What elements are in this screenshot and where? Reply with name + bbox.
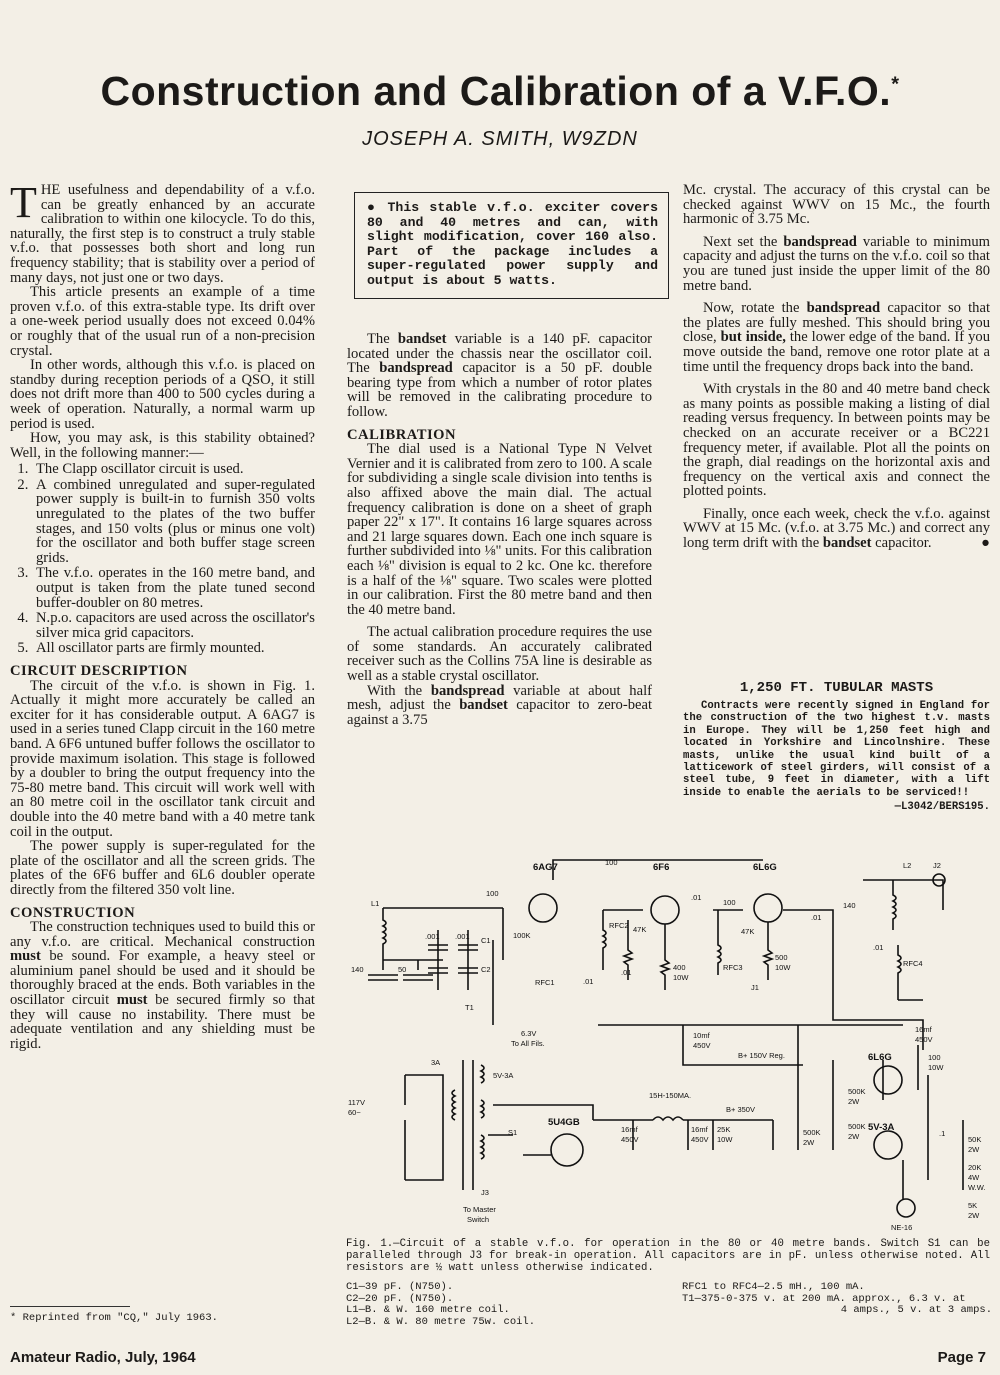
label-16mf-a-v: 450V [621,1135,639,1144]
label-16mf: 16mf [915,1025,932,1034]
label-to-master: To Master [463,1205,496,1214]
label-140-bandset: 140 [351,965,364,974]
tube-label-6l6g-b: 6L6G [868,1052,892,1063]
label-140-tank: 140 [843,901,856,910]
body-paragraph [683,507,990,551]
article-title [0,68,1000,115]
emphasis: must [10,948,41,965]
label-500k-3: 500K [848,1122,866,1131]
label-100-r-w: 10W [928,1063,944,1072]
parts-list-right [682,1282,992,1317]
emphasis: bandset [397,331,447,347]
label-100-a: 100 [486,889,499,898]
list-item: 4. N.p.o. capacitors are used across the oscillator's silver mica grid capacitors. [32,611,315,640]
parts-line: C1—39 pF. (N750). [346,1281,454,1293]
body-paragraph: With crystals in the 80 and 40 metre band check as many points as possible making a listing of dial reading versus frequency. In between points may be checked on an accurate receiver or a BC221 frequency meter, if available. Plot all the points on the graph, dial readings on the horizontal axis and frequency on the vertical axis and connect the plotted points. [683,381,990,500]
emphasis: must [116,992,148,1009]
publication-footer: Amateur Radio, July, 1964 [10,1349,196,1366]
label-500k-3-w: 2W [848,1132,860,1141]
label-500-10w: 10W [775,963,791,972]
label-rfc1: RFC1 [535,978,555,987]
emphasis: bandspread [806,300,881,317]
label-c2: C2 [481,965,491,974]
parts-line: L1—B. & W. 160 metre coil. [346,1304,510,1317]
body-paragraph: In other words, although this v.f.o. is placed on standby during reception periods of a QSO, it still does not drift more than 400 to 500 cycles during a week of operation. Naturally, a normal warm up period is used. [10,357,315,432]
text-run: variable to minimum capacity and adjust the turns on the v.f.o. coil so that you are tuned just inside the upper limit of the 80 metre band. [683,233,990,294]
label-01-a: .01 [583,977,594,986]
circuit-schematic [343,850,993,1236]
drop-cap: T [10,178,37,227]
body-paragraph: This article presents an example of a time proven v.f.o. of this extra-stable type. Its drift over a one-week period usually does not exceed 0.04% or roughly that of the usual run of a non-precision crystal. [10,284,315,359]
tube-label-6l6g-a: 6L6G [753,862,777,873]
label-to-all-fils: To All Fils. [511,1039,545,1048]
body-paragraph [347,332,652,420]
list-item: 5. All oscillator parts are firmly mounted. [32,641,315,656]
section-heading-calibration: CALIBRATION [347,426,457,443]
label-fuse-3a: 3A [431,1058,441,1067]
label-6v3: 6.3V [521,1029,537,1038]
label-50k: 50K [968,1135,982,1144]
label-20k-ww: W.W. [968,1183,986,1192]
label-5k-w: 2W [968,1211,980,1220]
body-paragraph [683,301,990,374]
label-16mf-b: 16mf [691,1125,708,1134]
text-run: the lower edge of the band. If you move outside the band, remove one rotor plate at a time until the frequency drops back into the band. [683,329,990,375]
label-50-bandspread: 50 [398,965,407,974]
footnote-rule [10,1306,130,1307]
body-paragraph: The power supply is super-regulated for the plate of the oscillator and all the screen grids. The plates of the 6F6 buffer and 6L6 doubler operate directly from the filtered 350 volt line. [10,838,315,898]
list-item: 2. A combined unregulated and super-regulated power supply is built-in to furnish 350 volts unregulated to the plates of the two buffer stages, and 150 volts (plus or minus one volt) for the oscillator and both buffer stage screen grids. [32,478,315,566]
text-run: Now, rotate the [703,300,807,317]
intro-paragraph [10,178,315,286]
page-number: Page 7 [937,1349,986,1366]
text-run: capacitor so that the plates are fully meshed. This should bring you close, [683,300,990,346]
section-heading-construction: CONSTRUCTION [10,904,136,921]
text-run: Finally, once each week, check the v.f.o. against WWV at 15 Mc. (v.f.o. at 3.75 Mc.) and correct any long term drift with the [683,505,990,552]
parts-list-left [346,1282,646,1328]
title-footnote-mark: * [891,73,900,96]
label-001-a: .001 [425,932,440,941]
label-s1: S1 [508,1128,518,1137]
column-middle [347,332,652,727]
footnote: * Reprinted from "CQ," July 1963. [10,1312,218,1324]
text-run: The [367,331,398,347]
label-c1: C1 [481,936,491,945]
label-450v-b: 450V [693,1041,711,1050]
label-25k-w: 10W [717,1135,733,1144]
section-heading-circuit: CIRCUIT DESCRIPTION [10,663,188,679]
label-t1: T1 [465,1003,474,1012]
text-run: capacitor is a 50 pF. double bearing type from which a number of rotor plates will be removed in the calibrating procedure to follow. [347,360,653,420]
text-run: Next set the [703,233,784,250]
label-100-c: 100 [723,898,736,907]
emphasis: bandspread [379,360,453,377]
list-item: 3. The v.f.o. operates in the 160 metre band, and output is taken from the plate tuned second buffer-doubler on 80 metres. [32,566,315,610]
label-20k-w: 4W [968,1173,980,1182]
label-b350: B+ 350V [726,1105,755,1114]
tube-label-6sj7: 5V-3A [868,1122,895,1133]
body-paragraph: The circuit of the v.f.o. is shown in Fig. 1. Actually it might more accurately be called an exciter for it has considerable output. A 6AG7 is used in a series tuned Clapp circuit in the 160 metre band. A 6F6 untuned buffer follows the oscillator to provide maximum isolation. This stage is followed by a doubler to bring the output frequency into the 75-80 metre band. This circuit will work well with an 80 metre coil in the oscillator tank circuit and double into the 40 metre band with a 40 metre tank coil in the output. [10,677,315,840]
body-paragraph: How, you may ask, is this stability obtained? Well, in the following manner:— [10,430,315,461]
label-47k-a: 47K [633,925,647,934]
label-10mf: 10mf [693,1031,710,1040]
summary-callout-box: ● This stable v.f.o. exciter covers 80 and 40 metres and can, with slight modification, cover 160 also. Part of the package includes a super-regulated power supply and output is about 5 watts. [354,192,669,299]
figure-caption: Fig. 1.—Circuit of a stable v.f.o. for operation in the 80 or 40 metre bands. Switch S1 can be paralleled through J3 for break-in operation. All capacitors are in pF. unless otherwise noted. All resistors are ½ watt unless otherwise indicated. [346,1238,990,1274]
label-100k: 100K [513,931,531,940]
parts-line: 4 amps., 5 v. at 3 amps. [840,1304,992,1317]
label-choke: 15H-150MA. [649,1091,692,1100]
label-100-r: 100 [928,1053,941,1062]
text-run: capacitor to zero-beat against a 3.75 [347,697,652,728]
text-run: variable is a 140 pF. capacitor located under the chassis near the oscillator coil. The [347,331,652,377]
parts-line: RFC1 to RFC4—2.5 mH., 100 mA. [682,1281,865,1293]
body-paragraph [683,235,990,293]
masts-title: 1,250 FT. TUBULAR MASTS [739,680,934,696]
body-paragraph: The dial used is a National Type N Velvet Vernier and it is calibrated from zero to 100. A scale for subdividing a single scale division into tenths is also affixed above the main dial. The actual frequency calibration is done on a sheet of graph paper 22" x 17". It contains 16 large squares across and 21 large squares down. Each one inch square is further subdivided into ⅛" units. For this calibration each ⅛" division is equal to 2 kc. One kc. therefore is a half of the ⅛" square. Two scales were plotted in our calibration. First the 80 metre band and then the 40 metre band. [347,441,652,618]
parts-line: C2—20 pF. (N750). [346,1292,454,1305]
label-500k-2: 500K [848,1087,866,1096]
parts-line: T1—375-0-375 v. at 200 mA. approx., 6.3 v. at [682,1292,966,1305]
label-500k-2-w: 2W [848,1097,860,1106]
label-l1: L1 [371,899,380,908]
label-01-c: .01 [691,893,702,902]
label-rfc2: RFC2 [609,921,629,930]
end-of-article-mark: ● [981,535,990,552]
label-500: 500 [775,953,788,962]
text-run: variable at about half mesh, adjust the [347,682,652,714]
emphasis: bandspread [783,233,857,250]
label-5k: 5K [968,1201,978,1210]
label-switch: Switch [467,1215,490,1224]
label-l2: L2 [903,861,912,870]
label-400: 400 [673,963,686,972]
label-01-d: .01 [811,913,822,922]
label-01-b: .01 [621,968,632,977]
tube-label-6ag7: 6AG7 [533,862,558,873]
label-500k-1: 500K [803,1128,821,1137]
label-117v: 117V [348,1098,365,1107]
stability-list [10,462,315,656]
column-left [10,178,315,1052]
label-400-10w: 10W [673,973,689,982]
label-ne16: NE-16 [891,1223,913,1232]
text-run: With the [367,682,431,699]
label-001-b: .001 [455,932,470,941]
masts-reference: —L3042/BERS195. [894,801,990,814]
tube-label-6f6: 6F6 [653,862,670,873]
masts-body: Contracts were recently signed in England for the construction of the two highest t.v. masts in Europe. They will be 1,250 feet high and located in Yorkshire and Lincolnshire. These masts, unlike the usual kind built of a latticework of steel girders, will consist of a steel tube, 9 feet in diameter, with a lift inside to enable the aerials to be serviced!! [683,700,990,799]
label-j1: J1 [751,983,759,992]
body-paragraph [10,920,315,1051]
emphasis: bandset [822,535,872,552]
list-item: 1. The Clapp oscillator circuit is used. [32,462,315,477]
label-01-e: .01 [873,943,884,952]
emphasis: but inside, [720,329,786,346]
masts-news-item [683,680,990,813]
column-right [683,183,990,551]
label-j2: J2 [933,861,941,870]
title-text: Construction and Calibration of a V.F.O. [100,68,892,114]
label-20k: 20K [968,1163,982,1172]
intro-text: HE usefulness and dependability of a v.f.o. can be greatly enhanced by an accurate calibration to within one kilocycle. To do this, naturally, the first step is to construct a truly stable v.f.o. that possesses both short and long run frequency stability; that is stability over a period of many days, not just one or two days. [10,182,315,286]
text-run: capacitor. [871,535,932,552]
label-rfc4: RFC4 [903,959,923,968]
body-paragraph: Mc. crystal. The accuracy of this crystal can be checked against WWV on 15 Mc., the fourth harmonic of 3.75 Mc. [683,182,990,228]
label-16mf-a: 16mf [621,1125,638,1134]
label-100-b: 100 [605,858,618,867]
label-25k: 25K [717,1125,731,1134]
label-b150-reg: B+ 150V Reg. [738,1051,785,1060]
emphasis: bandspread [430,682,505,699]
label-j3: J3 [481,1188,489,1197]
text-run: be secured firmly so that they will cause no instability. There must be adequate ventilation and any shielding must be rigid. [10,992,315,1052]
article-byline: JOSEPH A. SMITH, W9ZDN [362,128,638,150]
label-60hz: 60~ [348,1108,361,1117]
emphasis: bandset [459,697,508,714]
body-paragraph [347,684,652,728]
label-01uf: .1 [939,1129,946,1138]
label-450v: 450V [915,1035,933,1044]
text-run: be sound. For example, a heavy steel or aluminium panel should be used and it should be thoroughly braced at the ends. Both variables in the oscillator circuit [10,948,315,1009]
label-16mf-b-v: 450V [691,1135,709,1144]
label-47k-b: 47K [741,927,755,936]
label-50k-w: 2W [968,1145,980,1154]
body-paragraph: The actual calibration procedure requires the use of some standards. An accurately calibrated receiver such as the Collins 75A line is desirable as well as a stable crystal oscillator. [347,624,652,685]
tube-label-5u4gb: 5U4GB [548,1117,580,1128]
label-rfc3: RFC3 [723,963,743,972]
label-5v-3a: 5V-3A [493,1071,514,1080]
text-run: The construction techniques used to build this or any v.f.o. are critical. Mechanical construction [10,919,315,950]
parts-line: L2—B. & W. 80 metre 75w. coil. [346,1315,536,1328]
label-500k-1-w: 2W [803,1138,815,1147]
